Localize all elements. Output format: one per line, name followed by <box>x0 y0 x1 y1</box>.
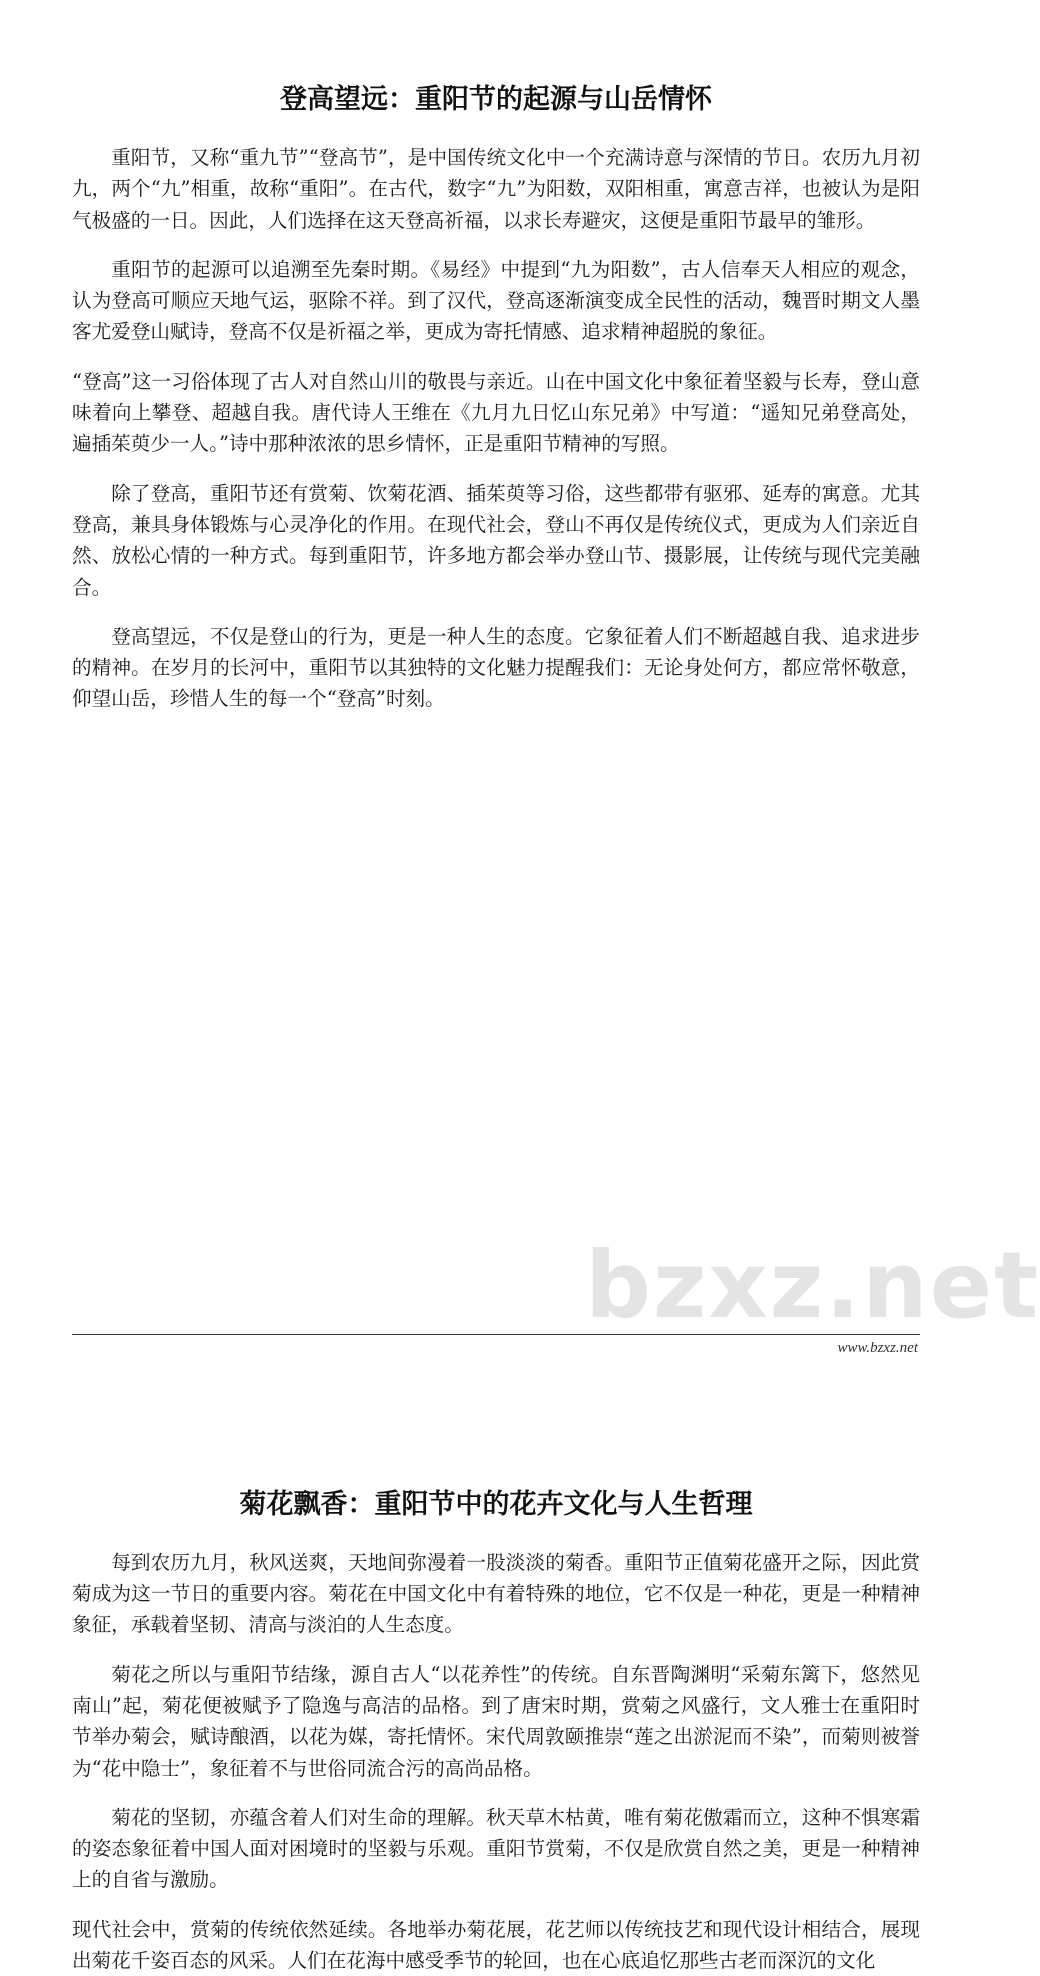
paragraph: 重阳节，又称“重九节”“登高节”，是中国传统文化中一个充满诗意与深情的节日。农历九月初九，两个“九”相重，故称“重阳”。在古代，数字“九”为阳数，双阳相重，寓意吉祥，也被认为是阳气极盛的一日。因此，人们选择在这天登高祈福，以求长寿避灾，这便是重阳节最早的雏形。 <box>72 146 920 232</box>
paragraph: 菊花的坚韧，亦蕴含着人们对生命的理解。秋天草木枯黄，唯有菊花傲霜而立，这种不惧寒霜的姿态象征着中国人面对困境时的坚毅与乐观。重阳节赏菊，不仅是欣赏自然之美，更是一种精神上的自省与激励。 <box>72 1805 920 1892</box>
paragraph: 菊花之所以与重阳节结缘，源自古人“以花养性”的传统。自东晋陶渊明“采菊东篱下，悠然见南山”起，菊花便被赋予了隐逸与高洁的品格。到了唐宋时期，赏菊之风盛行，文人雅士在重阳时节举办菊会，赋诗酿酒，以花为媒，寄托情怀。宋代周敦颐推崇“莲之出淤泥而不染”，而菊则被誉为“花中隐士”，象征着不与世俗同流合污的高尚品格。 <box>72 1662 920 1780</box>
watermark: bzxz.net <box>585 1232 1040 1339</box>
section-body <box>72 142 920 715</box>
section-body <box>72 1547 920 1976</box>
section-title: 菊花飘香：重阳节中的花卉文化与人生哲理 <box>239 1488 753 1520</box>
paragraph: 每到农历九月，秋风送爽，天地间弥漫着一股淡淡的菊香。重阳节正值菊花盛开之际，因此赏菊成为这一节日的重要内容。菊花在中国文化中有着特殊的地位，它不仅是一种花，更是一种精神象征，承载着坚韧、清高与淡泊的人生态度。 <box>72 1550 920 1637</box>
footer-url[interactable]: www.bzxz.net <box>837 1340 918 1356</box>
section-climbing <box>72 80 920 715</box>
paragraph: “登高”这一习俗体现了古人对自然山川的敬畏与亲近。山在中国文化中象征着坚毅与长寿，登山意味着向上攀登、超越自我。唐代诗人王维在《九月九日忆山东兄弟》中写道：“遥知兄弟登高处，遍插茱萸少一人。”诗中那种浓浓的思乡情怀，正是重阳节精神的写照。 <box>72 369 920 456</box>
paragraph: 登高望远，不仅是登山的行为，更是一种人生的态度。它象征着人们不断超越自我、追求进步的精神。在岁月的长河中，重阳节以其独特的文化魅力提醒我们：无论身处何方，都应常怀敬意，仰望山岳，珍惜人生的每一个“登高”时刻。 <box>72 624 920 711</box>
paragraph: 重阳节的起源可以追溯至先秦时期。《易经》中提到“九为阳数”，古人信奉天人相应的观念，认为登高可顺应天地气运，驱除不祥。到了汉代，登高逐渐演变成全民性的活动，魏晋时期文人墨客尤爱登山赋诗，登高不仅是祈福之举，更成为寄托情感、追求精神超脱的象征。 <box>72 257 920 344</box>
section-chrysanthemum <box>72 1485 920 1976</box>
paragraph: 现代社会中，赏菊的传统依然延续。各地举办菊花展，花艺师以传统技艺和现代设计相结合，展现出菊花千姿百态的风采。人们在花海中感受季节的轮回，也在心底追忆那些古老而深沉的文化 <box>72 1917 920 1973</box>
paragraph: 除了登高，重阳节还有赏菊、饮菊花酒、插茱萸等习俗，这些都带有驱邪、延寿的寓意。尤其登高，兼具身体锻炼与心灵净化的作用。在现代社会，登山不再仅是传统仪式，更成为人们亲近自然、放松心情的一种方式。每到重阳节，许多地方都会举办登山节、摄影展，让传统与现代完美融合。 <box>72 481 920 599</box>
section-title: 登高望远：重阳节的起源与山岳情怀 <box>280 84 712 115</box>
footer-divider <box>72 1334 920 1335</box>
